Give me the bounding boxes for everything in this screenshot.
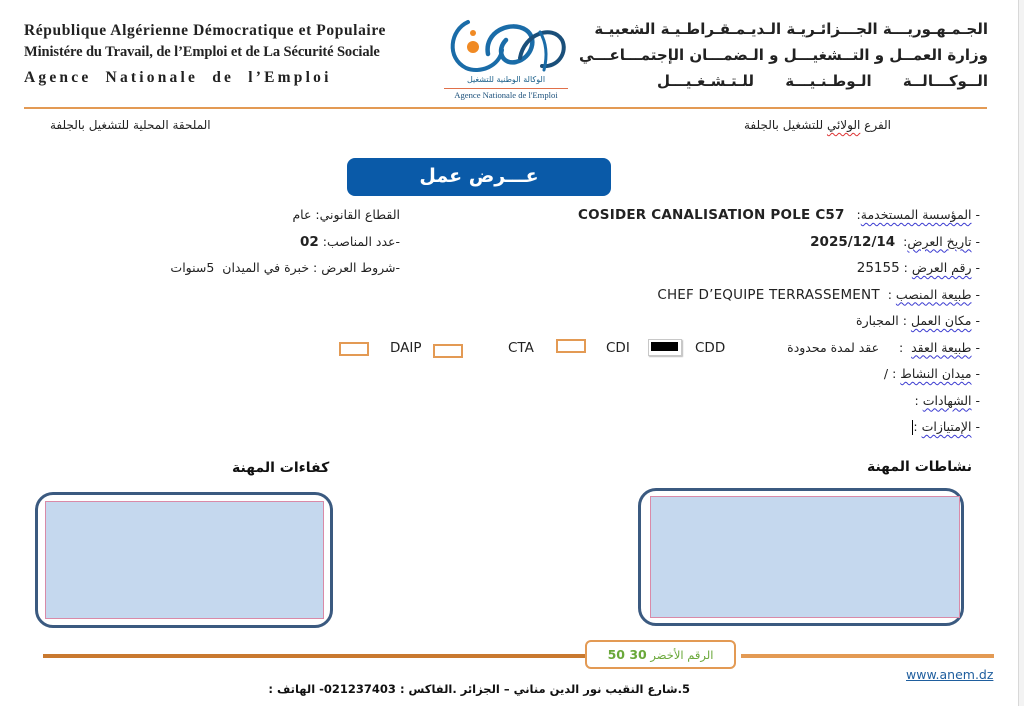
footer-address: 5.شارع النقيب نور الدين مناني – الجزائر .الفاكس : 021237403- الهاتف : (268, 682, 690, 696)
logo-caption-fr: Agence Nationale de l'Emploi (444, 88, 568, 100)
checkbox-cdi[interactable] (556, 339, 586, 353)
label-daip: DAIP (390, 340, 422, 356)
label-cdd: CDD (695, 340, 726, 356)
field-prefix: - (971, 207, 980, 222)
page-margin (1019, 0, 1024, 706)
field-sep: : (848, 207, 861, 222)
republic-name-ar: الجـمـهـوريـــة الجـــزائـريـة الـديـمـقـراطـيـة الشعبيـة (594, 20, 988, 38)
field-label: الشهادات (922, 392, 972, 408)
activities-field[interactable] (650, 496, 960, 618)
field-conditions (148, 258, 400, 285)
label-cdi: CDI (606, 340, 630, 356)
field-sep: : (879, 286, 896, 302)
field-benefits (578, 417, 980, 444)
field-value: COSIDER CANALISATION POLE C57 (578, 207, 845, 223)
footer-divider-left (43, 654, 585, 658)
field-value: المجبارة (856, 313, 899, 328)
field-sep: : (895, 233, 908, 249)
field-sep: : (914, 392, 923, 408)
field-value: 2025/12/14 (810, 233, 896, 250)
field-prefix: - (971, 392, 980, 408)
field-label: الإمتيازات (921, 419, 972, 434)
checkbox-cdd[interactable] (648, 339, 682, 356)
field-label: -شروط العرض : خبرة في الميدان (214, 260, 400, 275)
field-value: 02 (299, 233, 319, 250)
field-label: المؤسسة المستخدمة (860, 207, 972, 222)
field-position (578, 285, 980, 312)
header-arabic (579, 16, 988, 94)
branch-wilaya (744, 118, 891, 132)
field-prefix: - (971, 233, 980, 249)
field-prefix: - (971, 339, 980, 355)
field-workplace (578, 311, 980, 338)
green-number-badge (585, 640, 736, 669)
field-contract-type (578, 338, 980, 365)
field-employer (578, 205, 980, 232)
field-legal-sector (148, 205, 400, 232)
republic-name-fr: République Algérienne Démocratique et Populaire (24, 22, 387, 39)
field-value: CHEF D’EQUIPE TERRASSEMENT (657, 286, 880, 303)
branch-wilaya-suffix: للتشغيل بالجلفة (744, 118, 827, 132)
field-offer-date (578, 232, 980, 259)
field-label: رقم العرض (911, 260, 972, 275)
field-prefix: - (971, 366, 980, 381)
field-label: -عدد المناصب: (318, 233, 400, 249)
field-value: 25155 (856, 260, 900, 276)
field-diplomas (578, 391, 980, 418)
anem-logo-icon (440, 10, 575, 80)
agency-name-fr: Agence Nationale de l’Emploi (24, 69, 332, 86)
field-prefix: - (971, 260, 980, 275)
branch-local: الملحقة المحلية للتشغيل بالجلفة (50, 118, 211, 132)
field-value: 5سنوات (170, 260, 215, 275)
checkbox-cta[interactable] (433, 344, 463, 358)
field-prefix: - (971, 313, 980, 328)
label-cta: CTA (508, 340, 534, 356)
field-label: ميدان النشاط (900, 366, 972, 381)
field-prefix: - (971, 419, 980, 434)
green-number-label: الرقم الأخضر (650, 648, 714, 662)
page-title: عـــرض عمل (347, 158, 611, 196)
field-label: مكان العمل (910, 313, 972, 328)
checkbox-daip[interactable] (339, 342, 369, 356)
field-value: عقد لمدة محدودة (787, 339, 880, 355)
field-sep: : (913, 419, 922, 434)
field-label: طبيعة المنصب (895, 286, 972, 302)
section-title-skills: كفاءات المهنة (232, 460, 330, 476)
field-sep: : (879, 339, 912, 355)
green-number-value: 30 50 (607, 647, 647, 662)
field-prefix: - (971, 286, 980, 302)
field-sep: : (888, 366, 901, 381)
field-positions-count (148, 232, 400, 259)
website-link[interactable]: www.anem.dz (906, 667, 994, 682)
logo-caption-ar: الوكالة الوطنية للتشغيل (466, 75, 546, 84)
agency-name-ar: الــوكـــالــة الـوطـنـيـــة للـتـشـغـيـــل (656, 72, 988, 90)
ministry-name-ar: وزارة العمــل و التــشغيـــل و الـضمـــان الإجتمـــاعـــي (578, 46, 988, 64)
section-title-activities: نشاطات المهنة (866, 459, 972, 475)
branch-wilaya-underlined: الولائي (826, 118, 861, 132)
field-label: طبيعة العقد (911, 339, 972, 355)
header-french (24, 20, 386, 93)
header-divider (24, 107, 987, 109)
field-label: تاريخ العرض (907, 233, 972, 249)
offer-fields (578, 205, 980, 444)
field-sep: : (899, 260, 912, 275)
offer-fields-secondary (148, 205, 400, 285)
field-value: عام (292, 207, 312, 222)
field-offer-number (578, 258, 980, 285)
field-sep: : (898, 313, 911, 328)
skills-field[interactable] (45, 501, 324, 619)
field-activity-domain (578, 364, 980, 391)
ministry-name-fr: Ministére du Travail, de l’Emploi et de La Sécurité Sociale (24, 44, 380, 60)
field-value: / (883, 366, 889, 381)
footer-divider-right (741, 654, 994, 658)
field-label: القطاع القانوني: (311, 207, 400, 222)
branch-wilaya-prefix: الفرع (860, 118, 891, 132)
